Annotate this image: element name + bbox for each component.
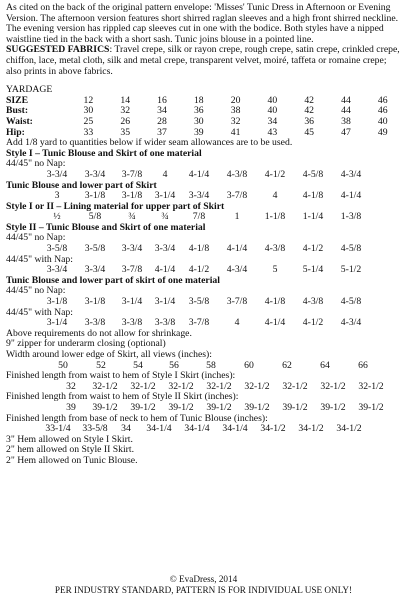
size-table-cell: 44 [341,105,351,117]
size-table-cell: 40 [267,94,278,106]
value-cell: 3-3/8 [154,317,176,329]
value-cell: 32-1/2 [244,380,270,392]
value-cell: 4-5/8 [302,168,324,180]
value-cell: 56 [169,359,179,371]
value-cell: 34-1/4 [146,423,172,435]
value-cell: 3-7/8 [121,168,143,180]
value-cell: 64 [320,359,330,371]
size-table-cell: 35 [120,126,131,138]
size-table-cell: 40 [267,105,278,117]
yardage-section-heading: Style I – Tunic Blouse and Skirt of one material [6,147,202,159]
value-cell: 3-3/4 [46,264,68,276]
fabric-width-label: 44/45" with Nap: [6,306,73,318]
value-cell: 39-1/2 [168,401,194,413]
value-cell: 3-3/4 [84,168,106,180]
value-cell: 32-1/2 [320,380,346,392]
value-cell: 4 [234,317,240,329]
size-table-label: SIZE [6,94,29,106]
value-cell: 33-1/4 [45,423,71,435]
size-table-cell: 45 [304,126,315,138]
value-cell: 4-1/2 [188,264,210,276]
size-table-label: Bust: [6,105,29,117]
value-cell: 4 [272,190,278,202]
value-cell: 3-1/4 [154,190,176,202]
size-table-cell: 41 [230,126,241,138]
value-cell: 3 [54,190,60,202]
value-cell: 39-1/2 [130,401,156,413]
hem-note: 3" Hem allowed on Style I Skirt. [6,433,133,445]
value-cell: 32-1/2 [168,380,194,392]
value-cell: 3-1/8 [84,190,106,202]
value-cell: 4-3/4 [340,317,362,329]
fabric-width-label: 44/45" no Nap: [6,285,66,297]
value-cell: 39-1/2 [244,401,270,413]
value-cell: 5 [272,264,278,276]
size-table-cell: 33 [83,126,94,138]
value-cell: 1-1/8 [264,211,286,223]
value-cell: 4-1/4 [226,243,248,255]
value-cell: 4-1/4 [154,264,176,276]
value-cell: 34 [121,423,131,435]
seam-allowance-note: Add 1/8 yard to quantities below if wider seam allowances are to be used. [6,137,293,149]
suggested-fabrics [6,45,402,77]
value-cell: 1-3/8 [340,211,362,223]
value-cell: 3-3/4 [84,264,106,276]
value-cell: 4 [162,168,168,180]
footer-copyright: © EvaDress, 2014 [169,574,238,584]
yardage-row [6,170,402,181]
size-table-cell: 43 [267,126,278,138]
value-cell: 33-5/8 [82,423,108,435]
value-cell: 52 [96,359,106,371]
value-cell: 3-7/8 [226,190,248,202]
value-cell: 3-3/4 [121,243,143,255]
yardage-section-heading: Tunic Blouse and lower part of skirt of one material [6,274,220,286]
value-cell: 39 [66,401,76,413]
value-cell: 4-3/8 [226,168,248,180]
value-cell: 4-1/8 [188,243,210,255]
fabric-width-label: 44/45" no Nap: [6,232,66,244]
value-cell: 4-3/8 [264,243,286,255]
value-cell: 3-7/8 [121,264,143,276]
value-cell: 1 [234,211,240,223]
size-table-label: Waist: [6,115,33,127]
value-cell: 4-1/4 [340,190,362,202]
size-table-cell: 32 [230,115,241,127]
value-cell: 4-3/8 [302,296,324,308]
value-cell: 3-1/8 [46,296,68,308]
value-cell: 4-1/4 [264,317,286,329]
size-table-cell: 47 [341,126,351,138]
value-cell: 34-1/2 [260,423,286,435]
value-cell: 4-5/8 [340,243,362,255]
value-cell: 39-1/2 [358,401,384,413]
value-cell: 3-3/8 [121,317,143,329]
size-measurement-table [6,96,402,138]
value-cell: 62 [282,359,292,371]
footer-notice: PER INDUSTRY STANDARD, PATTERN IS FOR INDIVIDUAL USE ONLY! [54,585,353,595]
size-table-cell: 44 [341,94,351,106]
size-table-cell: 38 [341,115,351,127]
size-table-cell: 28 [157,115,167,127]
value-cell: 5-1/2 [340,264,362,276]
size-table-cell: 49 [377,126,388,138]
value-cell: 3-1/8 [121,190,143,202]
value-cell: 3-3/8 [84,317,106,329]
value-cell: 54 [133,359,143,371]
size-table-cell: 46 [377,94,388,106]
value-cell: 3-1/8 [84,296,106,308]
size-table-row [6,117,402,128]
yardage-sections [6,149,402,329]
style2-length-label: Finished length from waist to hem of Style II Skirt (inches): [6,391,239,403]
value-cell: 4-1/8 [302,190,324,202]
value-cell: 32-1/2 [206,380,232,392]
value-cell: 39-1/2 [320,401,346,413]
zipper-note: 9" zipper for underarm closing (optional) [6,338,166,350]
hem-note: 2" Hem allowed on Tunic Blouse. [6,454,138,466]
shrinkage-note: Above requirements do not allow for shrinkage. [6,327,192,339]
value-cell: 39-1/2 [206,401,232,413]
size-table-cell: 16 [157,94,167,106]
value-cell: 34-1/4 [184,423,210,435]
blouse-length-label: Finished length from base of neck to hem of Tunic Blouse (inches): [6,412,268,424]
value-cell: 50 [58,359,68,371]
value-cell: 4-1/2 [264,168,286,180]
yardage-title: YARDAGE [6,84,53,96]
value-cell: 39-1/2 [282,401,308,413]
suggested-fabrics-text: : Travel crepe, silk or rayon crepe, rough crepe, satin crepe, crinkled crepe, chiffon, lace, metal cloth, silk and metal crepe, transparent velvet, moiré, taffeta or romaine crepe; also prints in above fabrics. [6,44,400,77]
value-cell: 34-1/4 [222,423,248,435]
value-cell: 32-1/2 [358,380,384,392]
value-cell: 1-1/4 [302,211,324,223]
size-table-cell: 30 [193,115,204,127]
value-cell: 3-7/8 [188,317,210,329]
size-table-cell: 42 [304,94,315,106]
value-cell: 5-1/4 [302,264,324,276]
size-table-label: Hip: [6,126,25,138]
value-cell: 3-5/8 [188,296,210,308]
fabric-width-label: 44/45" with Nap: [6,253,73,265]
value-cell: 3-5/8 [84,243,106,255]
value-cell: 32-1/2 [92,380,118,392]
style1-length-label: Finished length from waist to hem of Style I Skirt (inches): [6,370,236,382]
hem-note: 2" hem allowed on Style II Skirt. [6,444,134,456]
skirt-width-label: Width around lower edge of Skirt, all views (inches): [6,349,212,360]
size-table-cell: 46 [377,105,388,117]
hem-notes [6,435,402,467]
size-table-cell: 30 [83,105,94,117]
yardage-section-heading: Style I or II – Lining material for upper part of Skirt [6,200,225,212]
size-table-cell: 42 [304,105,315,117]
yardage-section-heading: Style II – Tunic Blouse and Skirt of one material [6,221,206,233]
size-table-cell: 36 [304,115,315,127]
size-table-cell: 26 [120,115,131,127]
size-table-cell: 12 [83,94,94,106]
value-cell: 4-1/2 [302,243,324,255]
size-table-cell: 14 [120,94,131,106]
size-table-cell: 18 [193,94,204,106]
value-cell: 4-5/8 [340,296,362,308]
value-cell: 3-1/4 [121,296,143,308]
size-table-cell: 37 [157,126,167,138]
value-cell: ½ [53,211,61,223]
value-cell: 34-1/2 [298,423,324,435]
value-cell: 32-1/2 [130,380,156,392]
size-table-cell: 38 [230,105,241,117]
fabric-width-label: 44/45" no Nap: [6,158,66,170]
value-cell: 3-3/4 [46,168,68,180]
value-cell: 3-5/8 [46,243,68,255]
size-table-cell: 25 [83,115,94,127]
size-table-cell: 32 [120,105,131,117]
suggested-fabrics-heading: SUGGESTED FABRICS [6,44,110,56]
value-cell: 4-3/4 [226,264,248,276]
size-table-cell: 34 [157,105,167,117]
value-cell: 3-1/4 [154,296,176,308]
value-cell: 3-3/4 [188,190,210,202]
size-table-cell: 34 [267,115,278,127]
value-cell: 39-1/2 [92,401,118,413]
size-table-cell: 39 [193,126,204,138]
value-cell: 32-1/2 [282,380,308,392]
value-cell: 5/8 [88,211,102,223]
value-cell: 58 [206,359,216,371]
value-cell: ¾ [128,211,136,223]
size-table-cell: 40 [377,115,388,127]
style2-length-row [6,403,402,414]
size-table-cell: 36 [193,105,204,117]
value-cell: 32 [66,380,76,392]
value-cell: 4-3/4 [340,168,362,180]
value-cell: 4-1/2 [302,317,324,329]
value-cell: 3-3/4 [154,243,176,255]
value-cell: 3-1/4 [46,317,68,329]
pattern-description: As cited on the back of the original pattern envelope: 'Misses' Tunic Dress in Afternoon or Evening Version. The afternoon version features short shirred raglan sleeves and a high front shirred neckline. The evening version has rippled cap sleeves cut in one with the bodice. Both styles have a nipped waistline tied in the back with a short sash. Tunic joins blouse in a pointed line. [6,2,399,45]
value-cell: 60 [244,359,254,371]
value-cell: 4-1/8 [264,296,286,308]
yardage-section-heading: Tunic Blouse and lower part of Skirt [6,179,157,191]
value-cell: 7/8 [192,211,206,223]
size-table-cell: 20 [230,94,241,106]
value-cell: 34-1/2 [336,423,362,435]
value-cell: 66 [358,359,368,371]
value-cell: 4-1/4 [188,168,210,180]
value-cell: 3-7/8 [226,296,248,308]
value-cell: ¾ [161,211,169,223]
